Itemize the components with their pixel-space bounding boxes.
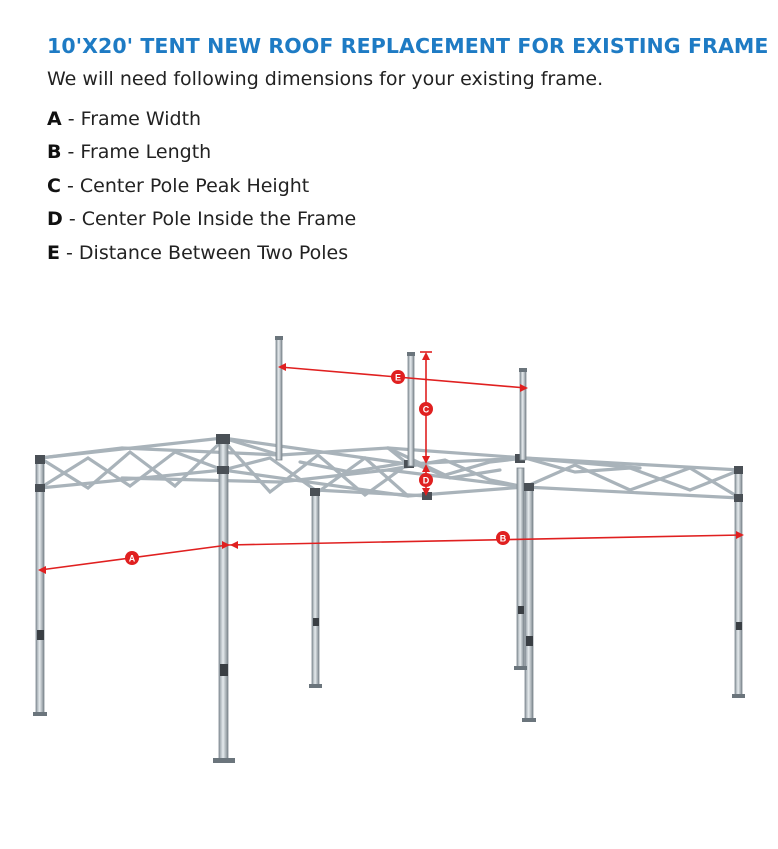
leg-back-right bbox=[517, 468, 524, 668]
badge-c bbox=[419, 402, 433, 416]
center-pole-middle bbox=[408, 354, 414, 466]
badge-b bbox=[496, 531, 510, 545]
center-pole-right bbox=[520, 370, 526, 460]
leg-far-right bbox=[735, 472, 742, 696]
leg-front-right bbox=[525, 488, 533, 720]
dimension-item-a: A - Frame Width bbox=[47, 108, 202, 130]
leg-back-middle bbox=[312, 492, 319, 686]
leg-front-middle bbox=[219, 440, 228, 760]
dimension-line-b bbox=[228, 535, 742, 545]
page-subtitle: We will need following dimensions for your existing frame. bbox=[47, 68, 604, 90]
tent-legs bbox=[33, 434, 745, 763]
center-poles bbox=[275, 336, 527, 466]
dimension-item-c: C - Center Pole Peak Height bbox=[47, 174, 310, 197]
dimension-letter: C bbox=[47, 174, 61, 197]
dimension-item-d: D - Center Pole Inside the Frame bbox=[47, 208, 357, 231]
dimension-label: Center Pole Inside the Frame bbox=[81, 208, 357, 231]
dimension-label: Frame Width bbox=[80, 108, 202, 130]
badge-d-label: D bbox=[422, 475, 430, 486]
dimension-item-b: B - Frame Length bbox=[47, 141, 212, 164]
center-pole-left bbox=[276, 338, 282, 460]
badge-c-label: C bbox=[422, 404, 430, 415]
dimension-letter: E bbox=[47, 241, 60, 264]
leg-front-left bbox=[36, 462, 44, 714]
badge-e-label: E bbox=[394, 372, 402, 383]
dimension-item-e: E - Distance Between Two Poles bbox=[47, 241, 349, 264]
dimension-letter: A bbox=[47, 108, 62, 130]
badge-d bbox=[419, 473, 433, 487]
dimension-letter: B bbox=[47, 141, 62, 164]
badge-e bbox=[391, 370, 405, 384]
dimension-letter: D bbox=[47, 208, 63, 231]
page-title: 10'X20' TENT NEW ROOF REPLACEMENT FOR EXISTING FRAME bbox=[47, 34, 769, 58]
badge-a bbox=[125, 551, 139, 565]
badge-a-label: A bbox=[128, 553, 136, 564]
badge-b-label: B bbox=[499, 533, 507, 544]
dimension-label: Frame Length bbox=[80, 141, 212, 164]
dimension-label: Distance Between Two Poles bbox=[78, 241, 349, 264]
dimension-label: Center Pole Peak Height bbox=[79, 174, 310, 197]
tent-frame bbox=[40, 438, 740, 498]
